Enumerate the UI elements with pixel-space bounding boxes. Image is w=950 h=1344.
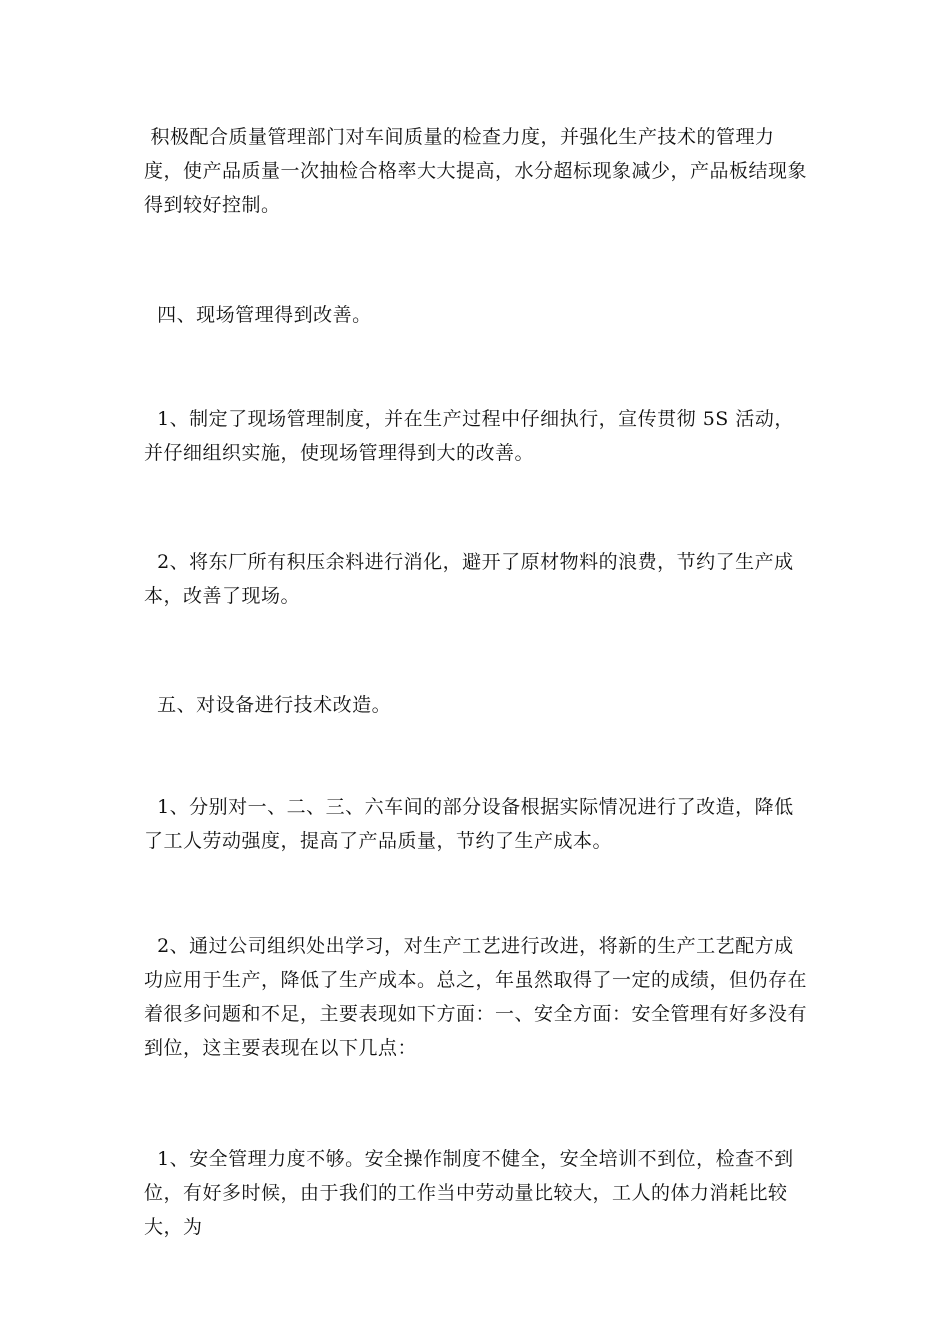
paragraph-site-management-2: 2、将东厂所有积压余料进行消化，避开了原材物料的浪费，节约了生产成本，改善了现场。 bbox=[144, 551, 794, 607]
paragraph-site-management-1: 1、制定了现场管理制度，并在生产过程中仔细执行，宣传贯彻 5S 活动，并仔细组织实施，使现场管理得到大的改善。 bbox=[144, 408, 794, 464]
paragraph-equipment-upgrade-1: 1、分别对一、二、三、六车间的部分设备根据实际情况进行了改造，降低了工人劳动强度，提高了产品质量，节约了生产成本。 bbox=[144, 796, 794, 852]
heading-equipment-upgrade: 五、对设备进行技术改造。 bbox=[144, 694, 392, 716]
paragraph-safety-management-1: 1、安全管理力度不够。安全操作制度不健全，安全培训不到位，检查不到位，有好多时候，由于我们的工作当中劳动量比较大，工人的体力消耗比较大，为 bbox=[144, 1148, 794, 1238]
paragraph-quality-control: 积极配合质量管理部门对车间质量的检查力度，并强化生产技术的管理力度，使产品质量一次抽检合格率大大提高，水分超标现象减少，产品板结现象得到较好控制。 bbox=[144, 126, 808, 216]
heading-site-management: 四、现场管理得到改善。 bbox=[144, 304, 372, 326]
paragraph-equipment-upgrade-2: 2、通过公司组织处出学习，对生产工艺进行改进，将新的生产工艺配方成功应用于生产，降低了生产成本。总之，年虽然取得了一定的成绩，但仍存在着很多问题和不足，主要表现如下方面：一、安全方面：安全管理有好多没有到位，这主要表现在以下几点： bbox=[144, 935, 808, 1059]
